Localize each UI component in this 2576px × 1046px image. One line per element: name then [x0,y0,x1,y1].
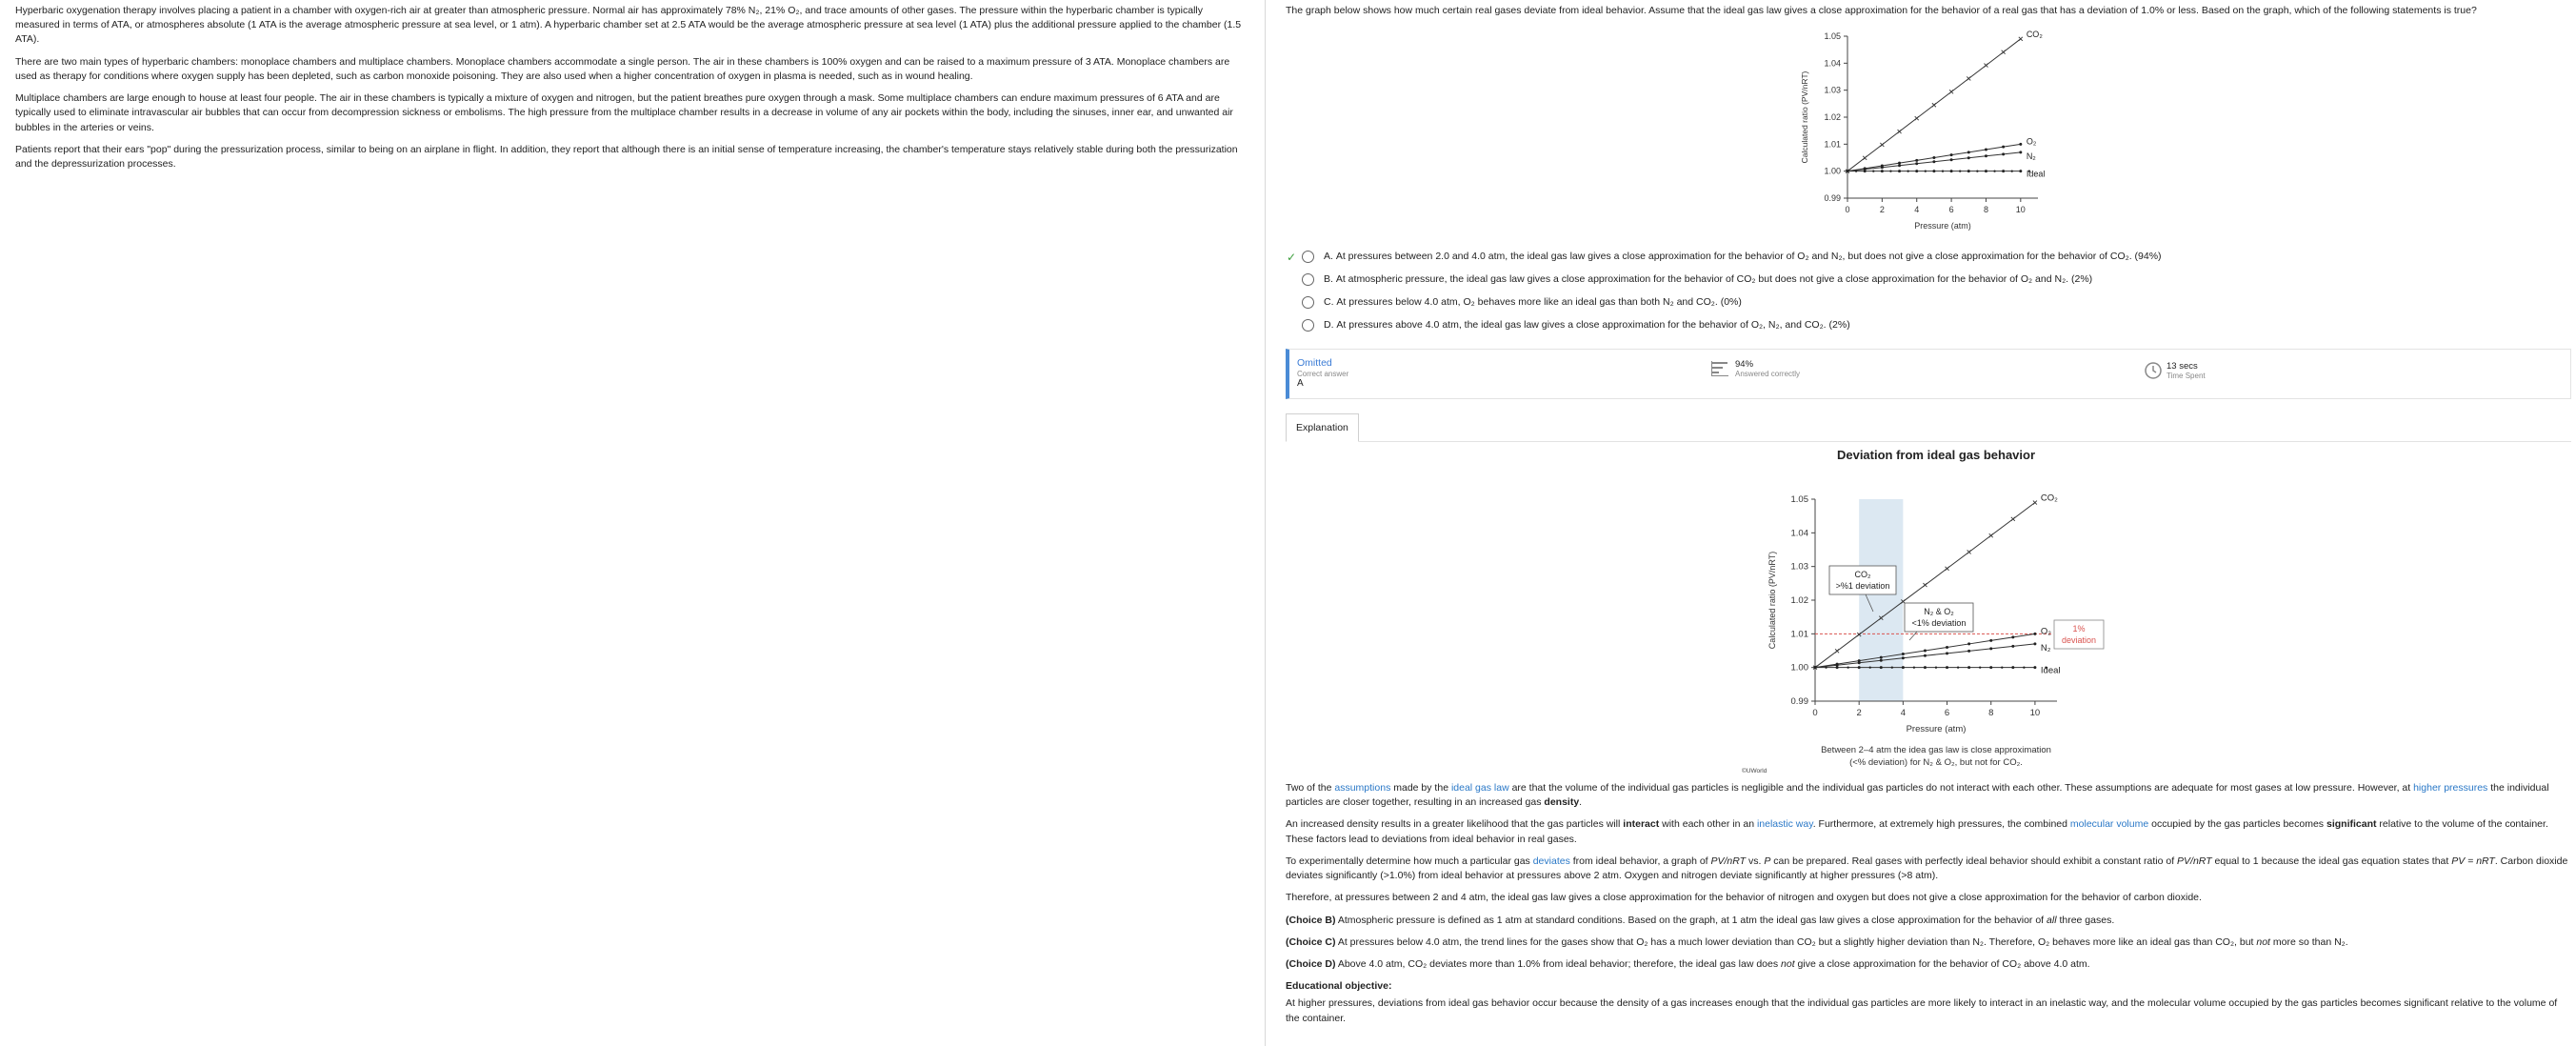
choice-b-explanation [1286,914,2571,928]
question-chart [1795,27,2046,231]
shaded-region [1859,499,1903,701]
data-point [2002,170,2005,172]
data-point [1993,170,1995,171]
annotation-text: deviation [2061,635,2097,645]
italic-run: PV = nRT [2451,855,2495,867]
y-tick-label: 1.04 [1790,528,1808,539]
data-point [1925,170,1927,171]
explanation-paragraph [1286,781,2571,810]
y-tick-label: 1.00 [1824,166,1841,176]
percent-value: 94% [1735,359,1754,370]
x-tick-label: 10 [2015,205,2026,214]
y-tick-label: 1.02 [1790,595,1808,606]
time-label: Time Spent [2167,372,2206,381]
data-point [1967,156,1970,159]
data-point [1924,650,1927,653]
series-label: Ideal [2040,665,2061,676]
data-point [1989,639,1992,642]
data-point [1932,160,1935,163]
annotation-text: <1% deviation [1911,618,1967,628]
text-run: An increased density results in a greater likelihood that the gas particles will [1286,818,1624,831]
data-point [1880,666,1883,669]
x-tick-label: 2 [1856,708,1862,718]
data-point [1989,533,1993,537]
text-run: made by the [1390,782,1451,794]
text-run: from ideal behavior, a graph of [1569,855,1711,867]
choice-percent: (2%) [1828,319,1850,331]
data-point [1915,162,1918,165]
text-run: can be prepared. Real gases with perfectly ideal behavior should exhibit a constant ratio of [1770,855,2178,867]
passage-pane [0,0,1265,1046]
y-tick-label: 1.05 [1824,31,1841,41]
data-point [1880,656,1883,659]
data-point [1979,666,1981,668]
data-point [2011,635,2014,638]
data-point [2033,666,2036,669]
data-point [1924,654,1927,657]
question-pane [1266,0,2576,1046]
choice-c-explanation [1286,935,2571,950]
data-point [1932,156,1935,159]
y-tick-label: 1.01 [1824,139,1841,150]
data-point [1967,76,1970,80]
data-point [1935,666,1937,668]
choice-text: At pressures below 4.0 atm, O₂ behaves more like an ideal gas than both N₂ and CO₂. [1336,296,1718,308]
data-point [1880,659,1883,662]
y-tick-label: 1.01 [1790,629,1808,640]
italic-run: all [2047,914,2057,926]
data-point [1855,170,1857,171]
series-label: N₂ [2040,642,2051,654]
data-point [1950,153,1953,156]
data-point [1985,170,1987,172]
radio-button[interactable] [1302,273,1314,286]
choice-d[interactable] [1302,318,1850,332]
text-run: To experimentally determine how much a particular gas [1286,855,1533,867]
data-point [1902,656,1905,659]
italic-run: P [1764,855,1771,867]
series-label: CO₂ [2040,493,2058,504]
data-point [1836,666,1839,669]
data-point [1950,170,1953,172]
answer-status [1297,357,1348,390]
data-point [1924,666,1927,669]
text-run: three gases. [2056,914,2115,926]
data-point [1872,170,1874,171]
link-deviates[interactable]: deviates [1532,855,1570,867]
data-point [2011,170,2013,171]
data-point [1967,642,1970,645]
data-point [1898,170,1901,172]
text-run: with each other in an [1659,818,1757,831]
correct-check-icon: ✓ [1287,251,1297,264]
radio-button[interactable] [1302,319,1314,332]
x-tick-label: 6 [1948,205,1954,214]
y-tick-label: 1.04 [1824,58,1841,69]
x-tick-label: 8 [1988,708,1994,718]
text-run: At pressures below 4.0 atm, the trend lines for the gases show that O₂ has a much lower deviation than CO₂ but a slightly higher deviation than N₂. Therefore, O₂ behaves more like an ideal gas than CO₂, but [1335,935,2257,948]
time-value: 13 secs [2167,361,2198,372]
y-tick-label: 0.99 [1790,696,1808,707]
italic-run: PV/nRT [2177,855,2212,867]
data-point [2019,37,2023,41]
data-point [2002,50,2006,54]
y-axis-label: Calculated ratio (PV/nRT) [1800,70,1809,164]
series-label: O₂ [2026,136,2037,147]
series-label: N₂ [2026,151,2036,161]
data-point [2019,170,2022,172]
choice-d-explanation [1286,957,2571,972]
explanation-paragraph: Therefore, at pressures between 2 and 4 atm, the ideal gas law gives a close approximation for the behavior of nitrogen and oxygen but does not give a close approximation for the behavior of carbon dioxide. [1286,892,2202,904]
text-run: equal to 1 because the ideal gas equation states that [2211,855,2452,867]
data-point [1898,130,1902,133]
series-label: CO₂ [2026,29,2043,39]
objective-title: Educational objective: [1286,980,1392,993]
x-tick-label: 2 [1879,205,1885,214]
time-spent [2144,361,2206,381]
series-label: Ideal [2026,169,2046,179]
choice-c-label: (Choice C) [1286,935,1336,948]
y-tick-label: 1.00 [1790,662,1808,674]
data-point [1989,666,1992,669]
status-text: Omitted [1297,357,1332,369]
data-point [1985,154,1987,157]
data-point [1942,170,1944,171]
y-tick-label: 0.99 [1824,193,1841,203]
data-point [1950,158,1953,161]
choice-letter: B. [1324,273,1333,285]
data-point [1858,666,1861,669]
data-point [2011,666,2014,669]
data-point [1959,170,1961,171]
annotation-text: CO₂ [1854,570,1871,579]
uworld-logo: ©UWorld [1742,768,1767,774]
data-point [2033,501,2037,505]
data-point [2002,146,2005,149]
annotation-text: N₂ & O₂ [1924,607,1954,616]
data-point [1915,116,1919,120]
data-point [1814,666,1817,669]
choice-text: At atmospheric pressure, the ideal gas law gives a close approximation for the behavior of CO₂ but does not give a close approximation for the behavior of O₂ and N₂. [1335,273,2069,285]
correct-answer-value: A [1297,378,1304,390]
data-point [1881,166,1884,169]
question-stem: The graph below shows how much certain real gases deviate from ideal behavior. Assume that the ideal gas law gives a close approximation for the behavior of a real gas that has a deviation of 1.0% or less. Based on the graph, which of the following statements is true? [1286,5,2477,16]
data-point [1898,164,1901,167]
series-label: O₂ [2040,626,2051,637]
passage-paragraph: Multiplace chambers are large enough to house at least four people. The air in these chambers is typically a mixture of oxygen and nitrogen, but the patient breathes pure oxygen through a mask. Some multiplace chambers can endure maximum pressures of 6 ATA and are typically used to eliminate intravascular air bubbles that can occur from decompression sickness or embolisms. The high pressure from the multiplace chamber results in a decrease in volume of any air pockets within the body, including the sinuses, inner ear, and unwanted air bubbles in the arteries or veins. [15,92,1233,133]
explanation-paragraph [1286,855,2571,883]
data-point [1915,170,1918,172]
text-run: . [1579,796,1583,809]
data-point [1847,666,1848,668]
choice-b-label: (Choice B) [1286,914,1336,926]
data-point [2011,645,2014,648]
link-molecular-volume[interactable]: molecular volume [2069,818,2149,831]
choice-text: At pressures between 2.0 and 4.0 atm, the ideal gas law gives a close approximation for the behavior of O₂ and N₂, but does not give a close approximation for the behavior of CO₂. [1335,251,2132,262]
passage-paragraph: There are two main types of hyperbaric chambers: monoplace chambers and multiplace chambers. Monoplace chambers accommodate a single person. The air in these chambers is 100% oxygen and can be raised to a maximum pressure of 3 ATA. Monoplace chambers are used as therapy for conditions where oxygen supply has been depleted, such as carbon monoxide poisoning. They are also used when a higher concentration of oxygen in plasma is needed, such as in wound healing. [15,55,1230,82]
x-axis-label: Pressure (atm) [1906,724,1967,734]
explanation-body [1286,781,2571,1034]
y-axis-label: Calculated ratio (PV/nRT) [1767,551,1777,650]
radio-button[interactable] [1302,296,1314,309]
data-point [1881,170,1884,172]
chart-caption: (<% deviation) for N₂ & O₂, but not for CO₂. [1849,757,2023,768]
text-run: vs. [1746,855,1765,867]
choice-letter: D. [1324,319,1334,331]
bold-significant: significant [2326,818,2377,831]
italic-run: not [2256,935,2270,948]
link-assumptions[interactable]: assumptions [1334,782,1391,794]
passage-paragraph: Hyperbaric oxygenation therapy involves placing a patient in a chamber with oxygen-rich air at greater than atmospheric pressure. Normal air has approximately 78% N₂, 21% O₂, and trace amounts of other gases. The pressure within the hyperbaric chamber is typically measured in terms of ATA, or atmospheres absolute (1 ATA is the average atmospheric pressure at sea level, or 1 atm). A hyperbaric chamber set at 2.5 ATA would be the average atmospheric pressure at sea level (1 ATA) plus the additional pressure applied to the chamber (1.5 ATA). [15,5,1242,46]
annotation-pointer [1909,632,1917,640]
data-point [1989,647,1992,650]
x-tick-label: 0 [1812,708,1818,718]
italic-run: not [1781,957,1795,970]
data-point [1915,159,1918,162]
data-point [1946,646,1948,649]
data-point [1946,666,1948,669]
text-run: Above 4.0 atm, CO₂ deviates more than 1.0% from ideal behavior; therefore, the ideal gas law does [1335,957,1782,970]
bold-density: density [1544,796,1580,809]
text-run: give a close approximation for the behavior of CO₂ above 4.0 atm. [1794,957,2090,970]
italic-run: PV/nRT [1710,855,1747,867]
annotation-text: 1% [2072,624,2086,634]
percent-label: Answered correctly [1735,370,1801,379]
data-point [1880,143,1884,147]
data-point [1967,650,1970,653]
data-point [1946,652,1948,654]
y-tick-label: 1.02 [1824,112,1841,122]
bold-interact: interact [1623,818,1660,831]
explanation-chart [1742,448,2097,779]
data-point [1949,90,1953,93]
data-point [2011,517,2015,521]
text-run: are that the volume of the individual gas particles is negligible and the individual gas particles do not interact with each other. These assumptions are adequate for most gases at low pressure. However, at [1508,782,2414,794]
x-tick-label: 6 [1944,708,1950,718]
choice-a[interactable] [1302,250,2162,264]
choice-d-label: (Choice D) [1286,957,1336,970]
chart-caption: Between 2–4 atm the idea gas law is close approximation [1821,745,2051,755]
tab-explanation[interactable]: Explanation [1286,413,1359,442]
tab-bar [1286,413,2571,442]
choice-percent: (0%) [1720,296,1742,308]
data-point [2002,152,2005,155]
link-inelastic[interactable]: inelastic way [1756,818,1813,831]
bar-chart-icon [1710,359,1729,378]
data-point [2033,633,2036,635]
percent-correct [1710,359,1800,379]
choice-letter: A. [1324,251,1333,262]
data-point [1923,583,1927,587]
text-run: Two of the [1286,782,1335,794]
passage-paragraph: Patients report that their ears "pop" during the pressurization process, similar to being on an airplane in flight. In addition, they report that although there is an initial sense of temperature increasing, the chamber's temperature stays relatively stable during both the pressurization and the depressurization processes. [15,143,1238,170]
data-point [1976,170,1978,171]
data-point [1858,661,1861,664]
data-point [1825,666,1827,668]
x-axis-label: Pressure (atm) [1914,221,1971,231]
data-point [1932,103,1936,107]
x-tick-label: 10 [2029,708,2041,718]
data-point [1967,170,1970,172]
data-point [1902,653,1905,655]
data-point [1932,170,1935,172]
y-tick-label: 1.05 [1790,494,1808,505]
data-point [1869,666,1871,668]
y-tick-label: 1.03 [1790,561,1808,573]
choice-percent: (94%) [2134,251,2162,262]
data-point [1967,151,1970,153]
text-run: relative to the volume of the container. These factors lead to deviations from ideal behavior in real gases. [1286,818,2548,845]
data-point [1891,666,1893,668]
choice-letter: C. [1324,296,1334,308]
link-higher-pressures[interactable]: higher pressures [2413,782,2488,794]
objective-text: At higher pressures, deviations from ideal gas behavior occur because the density of a gas increases enough that the individual gas particles are more likely to interact in an inelastic way, and the molecular volume occupied by the gas particles becomes significant relative to the volume of the container. [1286,997,2558,1024]
text-run: more so than N₂. [2269,935,2348,948]
data-point [2033,642,2036,645]
text-run: Atmospheric pressure is defined as 1 atm at standard conditions. Based on the graph, at 1 atm the ideal gas law gives a close approximation for the behavior of [1335,914,2047,926]
data-point [1985,149,1987,151]
data-point [1907,170,1908,171]
stats-bar [1286,349,2571,399]
clock-icon [2144,361,2163,380]
data-point [2019,151,2022,153]
data-point [1984,64,1987,68]
data-point [1889,170,1891,171]
data-point [1967,550,1971,553]
link-ideal-gas-law[interactable]: ideal gas law [1450,782,1509,794]
data-point [2019,143,2022,146]
text-run: the individual particles are closer together, resulting in an increased gas [1286,782,2549,809]
x-tick-label: 0 [1845,205,1850,214]
choice-percent: (2%) [2071,273,2093,285]
correct-answer-label: Correct answer [1297,369,1349,378]
chart-title: Deviation from ideal gas behavior [1836,448,2036,462]
data-point [1967,666,1970,669]
x-tick-label: 4 [1900,708,1907,718]
annotation-text: >%1 deviation [1835,581,1890,591]
text-run: . Furthermore, at extremely high pressures, the combined [1812,818,2070,831]
x-tick-label: 4 [1914,205,1920,214]
data-point [1957,666,1959,668]
data-point [1902,666,1905,669]
radio-button[interactable] [1302,251,1314,263]
data-point [1913,666,1915,668]
data-point [1847,170,1849,172]
x-tick-label: 8 [1983,205,1988,214]
data-point [2023,666,2025,668]
text-run: . Carbon dioxide deviates significantly (>1.0%) from ideal behavior at pressures above 2 atm. Oxygen and nitrogen deviate significantly at higher pressures (>8 atm). [1286,855,2568,882]
choice-b[interactable] [1302,272,2092,287]
choice-c[interactable] [1302,295,1742,310]
data-point [1863,156,1867,160]
data-point [2001,666,2003,668]
explanation-paragraph [1286,817,2571,846]
y-tick-label: 1.03 [1824,85,1841,95]
data-point [1835,649,1839,653]
data-point [1864,170,1867,172]
text-run: occupied by the gas particles becomes [2148,818,2326,831]
data-point [1946,567,1949,571]
choice-text: At pressures above 4.0 atm, the ideal gas law gives a close approximation for the behavior of O₂, N₂, and CO₂. [1336,319,1827,331]
